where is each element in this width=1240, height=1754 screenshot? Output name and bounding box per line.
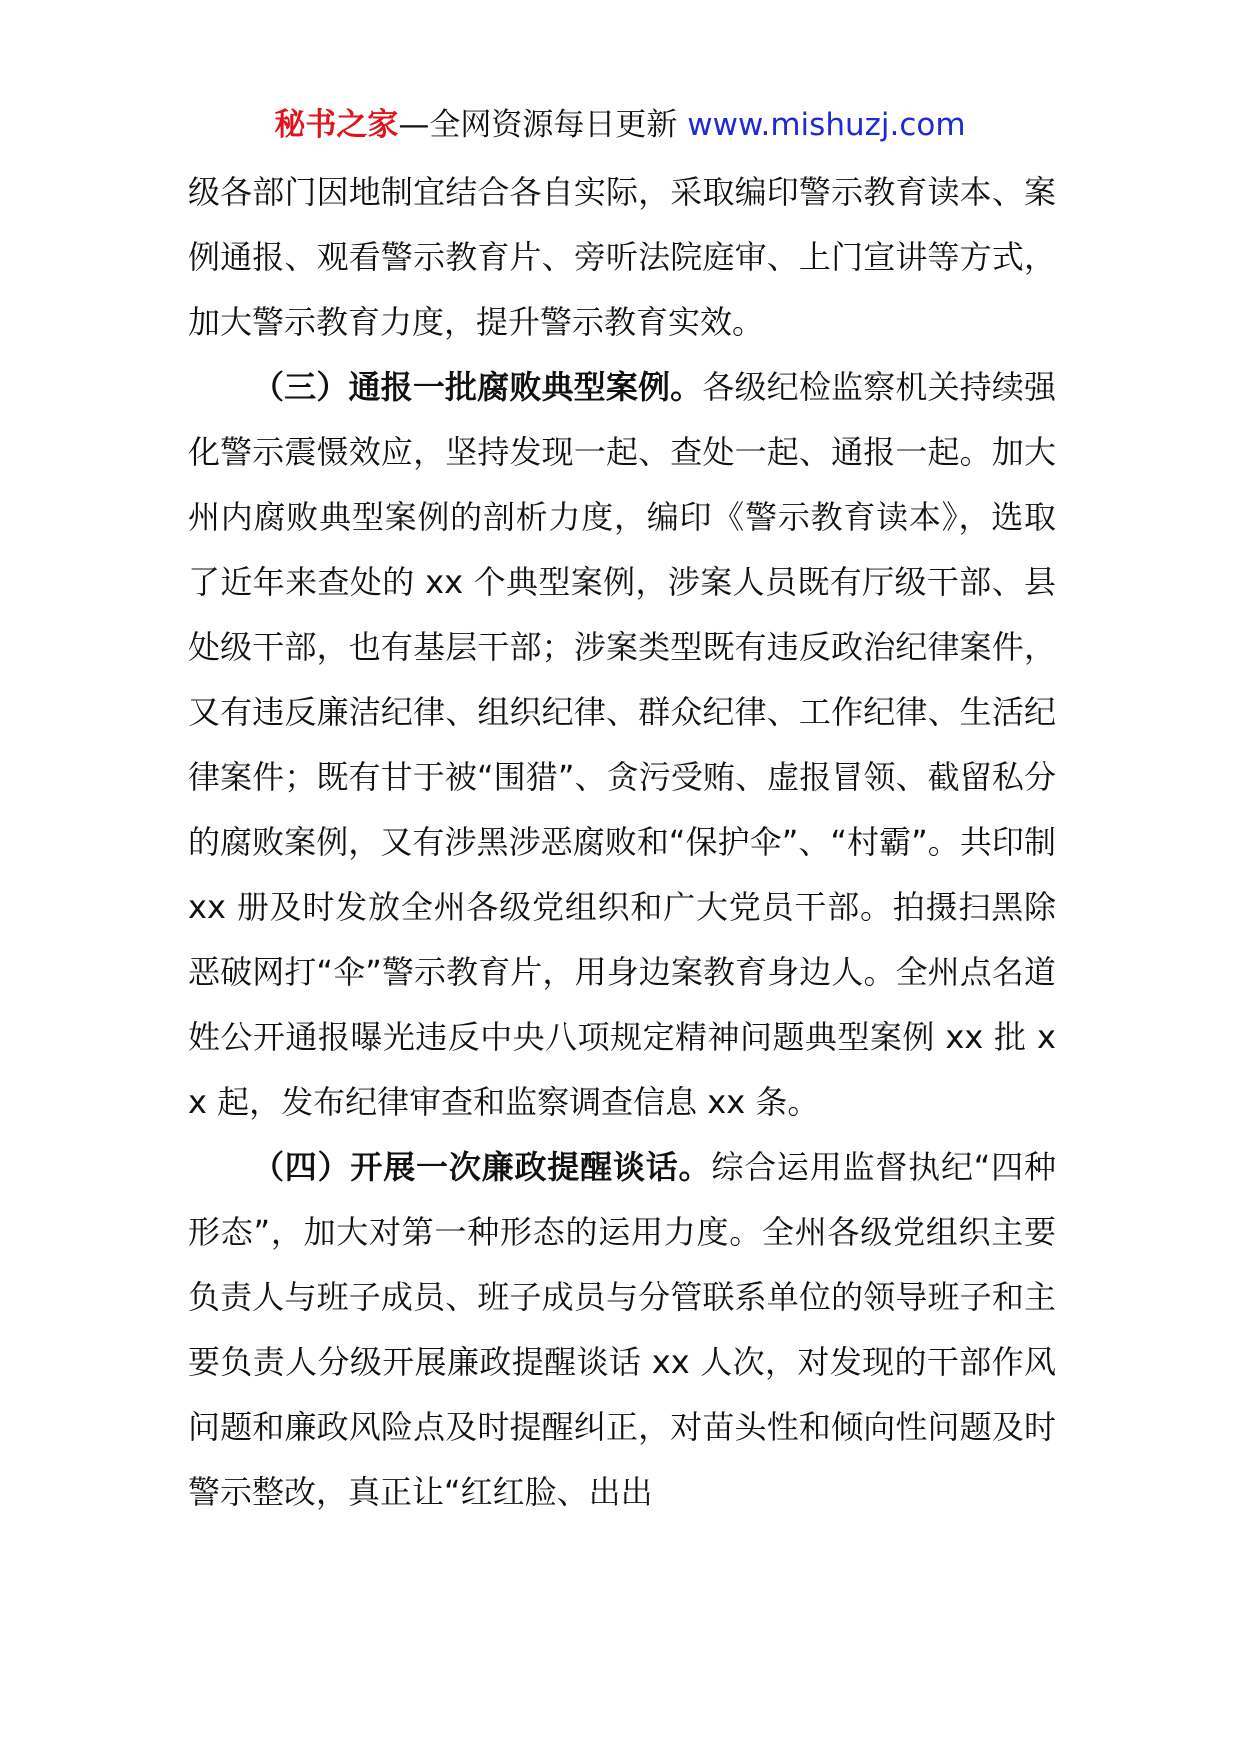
- site-header: [0, 100, 1240, 150]
- site-tagline: —全网资源每日更新: [398, 107, 678, 143]
- paragraph-text: 各级纪检监察机关持续强化警示震慑效应，坚持发现一起、查处一起、通报一起。加大州内腐败典型案例的剖析力度，编印《警示教育读本》，选取了近年来查处的 xx 个典型案例，涉案人员既有厅级干部、县处级干部，也有基层干部；涉案类型既有违反政治纪律案件，又有违反廉洁纪律、组织纪律、群众纪律、工作纪律、生活纪律案件；既有甘于被“围猎”、贪污受贿、虚报冒领、截留私分的腐败案例，又有涉黑涉恶腐败和“保护伞”、“村霸”。共印制 xx 册及时发放全州各级党组织和广大党员干部。拍摄扫黑除恶破网打“伞”警示教育片，用身边案教育身边人。全州点名道姓公开通报曝光违反中央八项规定精神问题典型案例 xx 批 xx 起，发布纪律审查和监察调查信息 xx 条。: [188, 368, 1056, 1121]
- site-url-link[interactable]: www.mishuzj.com: [687, 107, 966, 143]
- paragraph-text: 级各部门因地制宜结合各自实际，采取编印警示教育读本、案例通报、观看警示教育片、旁听法院庭审、上门宣讲等方式，加大警示教育力度，提升警示教育实效。: [188, 173, 1056, 341]
- paragraph-continuation: [188, 160, 1056, 355]
- paragraph-section-4: [188, 1135, 1056, 1525]
- paragraph-section-3: [188, 355, 1056, 1135]
- document-body: [188, 160, 1056, 1525]
- section-heading: （三）通报一批腐败典型案例。: [252, 368, 703, 406]
- paragraph-text: 综合运用监督执纪“四种形态”，加大对第一种形态的运用力度。全州各级党组织主要负责人与班子成员、班子成员与分管联系单位的领导班子和主要负责人分级开展廉政提醒谈话 xx 人次，对发现的干部作风问题和廉政风险点及时提醒纠正，对苗头性和倾向性问题及时警示整改，真正让“红红脸、出出: [188, 1148, 1056, 1511]
- site-brand: 秘书之家: [274, 107, 399, 143]
- section-heading: （四）开展一次廉政提醒谈话。: [252, 1148, 712, 1186]
